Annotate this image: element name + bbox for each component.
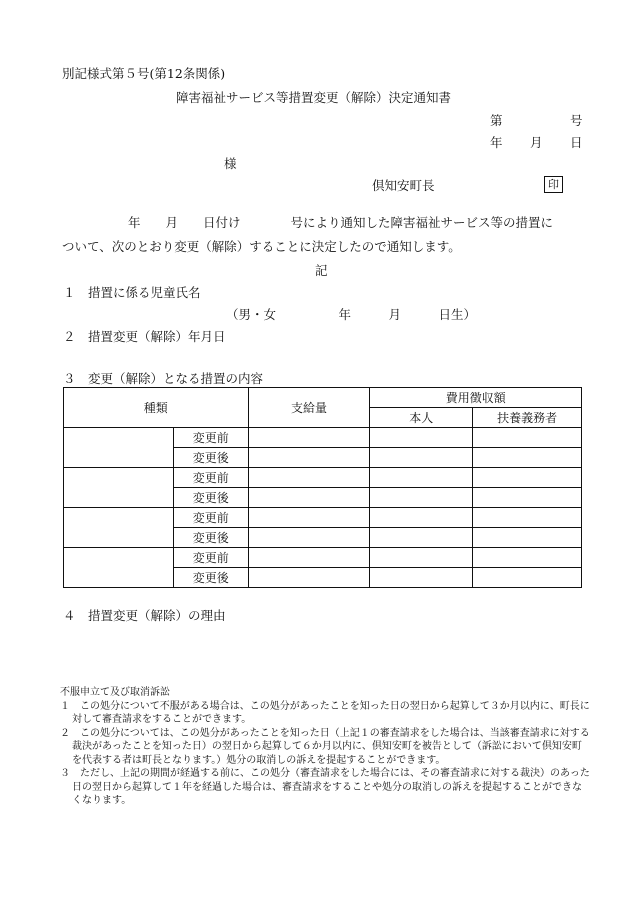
guardian-fee-cell[interactable] [473, 568, 582, 588]
issuer-name: 倶知安町長 [372, 178, 435, 193]
type-cell[interactable] [64, 468, 174, 508]
self-fee-cell[interactable] [370, 428, 473, 448]
row-label: 変更後 [173, 568, 248, 588]
self-fee-cell[interactable] [370, 548, 473, 568]
ki-marker: 記 [315, 263, 328, 278]
header-self: 本人 [370, 408, 473, 428]
section-2-change-date: ２ 措置変更（解除）年月日 [63, 329, 226, 344]
guardian-fee-cell[interactable] [473, 468, 582, 488]
date-year: 年 [490, 135, 503, 150]
row-label: 変更前 [173, 508, 248, 528]
type-cell[interactable] [64, 548, 174, 588]
guardian-fee-cell[interactable] [473, 508, 582, 528]
amount-cell[interactable] [248, 568, 370, 588]
self-fee-cell[interactable] [370, 488, 473, 508]
table-row [64, 428, 582, 448]
date-month: 月 [530, 135, 543, 150]
guardian-fee-cell[interactable] [473, 448, 582, 468]
guardian-fee-cell[interactable] [473, 548, 582, 568]
self-fee-cell[interactable] [370, 448, 473, 468]
amount-cell[interactable] [248, 528, 370, 548]
type-cell[interactable] [64, 428, 174, 468]
header-guardian: 扶養義務者 [473, 408, 582, 428]
amount-cell[interactable] [248, 428, 370, 448]
amount-cell[interactable] [248, 468, 370, 488]
amount-cell[interactable] [248, 548, 370, 568]
number-prefix: 第 [490, 113, 503, 128]
section-1-child-name: １ 措置に係る児童氏名 [63, 285, 201, 300]
table-row [64, 508, 582, 528]
row-label: 変更後 [173, 448, 248, 468]
table-row [64, 548, 582, 568]
note-item-3: ３ ただし、上記の期間が経過する前に、この処分（審査請求をした場合には、その審査請求に対する裁決）のあった日の翌日から起算して１年を経過した場合は、審査請求をすることや処分の取消しの訴えを提起することができなくなります。 [60, 768, 590, 806]
form-number: 別記様式第５号(第12条関係) [62, 66, 226, 81]
header-type: 種類 [64, 388, 249, 428]
addressee-honorific: 様 [224, 156, 237, 171]
section-3-content: ３ 変更（解除）となる措置の内容 [63, 371, 264, 386]
amount-cell[interactable] [248, 508, 370, 528]
row-label: 変更前 [173, 468, 248, 488]
header-fee: 費用徴収額 [370, 388, 582, 408]
guardian-fee-cell[interactable] [473, 488, 582, 508]
notes-heading: 不服申立て及び取消訴訟 [60, 687, 170, 698]
intro-line-2: ついて、次のとおり変更（解除）することに決定したので通知します。 [62, 239, 461, 254]
document-title: 障害福祉サービス等措置変更（解除）決定通知書 [176, 90, 452, 105]
guardian-fee-cell[interactable] [473, 528, 582, 548]
self-fee-cell[interactable] [370, 528, 473, 548]
row-label: 変更後 [173, 528, 248, 548]
seal-box: 印 [544, 176, 563, 193]
date-day: 日 [570, 135, 583, 150]
row-label: 変更前 [173, 428, 248, 448]
appeal-notes [60, 686, 590, 808]
table-row [64, 468, 582, 488]
note-item-1: １ この処分について不服がある場合は、この処分があったことを知った日の翌日から起算して３か月以内に、町長に対して審査請求をすることができます。 [60, 700, 590, 725]
row-label: 変更後 [173, 488, 248, 508]
self-fee-cell[interactable] [370, 508, 473, 528]
section-4-reason: ４ 措置変更（解除）の理由 [63, 608, 226, 623]
amount-cell[interactable] [248, 448, 370, 468]
number-suffix: 号 [570, 113, 583, 128]
measure-table [63, 387, 582, 588]
note-item-2: ２ この処分については、この処分があったことを知った日（上記１の審査請求をした場合は、当該審査請求に対する裁決があったことを知った日）の翌日から起算して６か月以内に、倶知安町を被告として（訴訟において倶知安町を代表する者は町長となります。）処分の取消しの訴えを提起することができます。 [60, 727, 590, 766]
guardian-fee-cell[interactable] [473, 428, 582, 448]
amount-cell[interactable] [248, 488, 370, 508]
row-label: 変更前 [173, 548, 248, 568]
type-cell[interactable] [64, 508, 174, 548]
self-fee-cell[interactable] [370, 568, 473, 588]
header-amount: 支給量 [248, 388, 370, 428]
intro-paragraph [62, 211, 582, 259]
self-fee-cell[interactable] [370, 468, 473, 488]
intro-line-1: 年 月 日付け 号により通知した障害福祉サービス等の措置に [128, 215, 554, 230]
child-birth-line: （男・女 年 月 日生） [226, 307, 477, 322]
